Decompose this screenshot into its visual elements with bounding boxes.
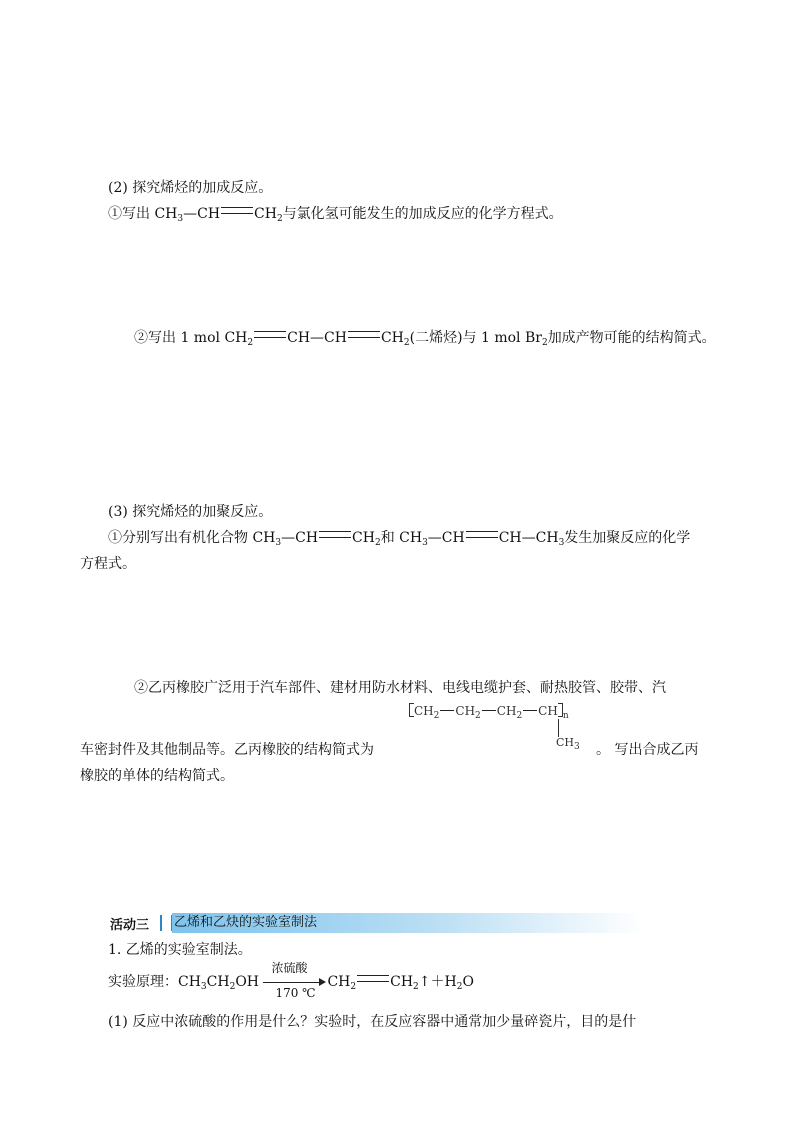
double-bond	[221, 207, 253, 214]
double-bond	[348, 331, 380, 338]
q3-heading: (3) 探究烯烃的加聚反应。	[108, 504, 273, 520]
activity-question-1: (1) 反应中浓硫酸的作用是什么？实验时，在反应容器中通常加少量碎瓷片，目的是什	[108, 1014, 637, 1030]
q2-question-1: ①写出 $CH_3—CH$ $CH_2$与氯化氢可能发生的加成反应的化学方程式。	[108, 206, 563, 224]
q3-question-2-cont-b: 。 写出合成乙丙	[596, 742, 699, 758]
activity-label: 活动三	[110, 918, 150, 933]
double-bond	[357, 975, 389, 982]
q3-question-2-cont-a: 车密封件及其他制品等。乙丙橡胶的结构简式为	[80, 742, 374, 758]
double-bond	[319, 531, 351, 538]
double-bond	[254, 331, 286, 338]
q3-question-2: ②乙丙橡胶广泛用于汽车部件、建材用防水材料、电线电缆护套、耐热胶管、胶带、汽	[134, 680, 666, 696]
polymer-structure: $CH_2$ $CH_2$ $CH_2$ CH $_n$ $CH_3$	[409, 703, 569, 719]
arrow-condition-catalyst: 浓硫酸	[271, 961, 308, 975]
q2-question-2: ②写出 1 mol $CH_2$ CH—CH $CH_2$(二烯烃)与 1 mol $Br_2$加成产物可能的结构简式。	[134, 330, 716, 348]
double-bond	[466, 531, 498, 538]
q3-question-1-cont: 方程式。	[80, 556, 136, 572]
branch-bond	[558, 719, 559, 737]
methyl-group: $CH_3$	[556, 736, 580, 752]
activity-title: 乙烯和乙炔的实验室制法	[172, 913, 644, 933]
activity-header	[110, 913, 640, 933]
activity-item-1: 1. 乙烯的实验室制法。	[108, 942, 252, 958]
q2-heading: (2) 探究烯烃的加成反应。	[108, 180, 273, 196]
arrow-condition-temperature: 170 ℃	[275, 986, 316, 1000]
q3-question-1: ①分别写出有机化合物 $CH_3—CH$ $CH_2$和 $CH_3—CH$ $CH—CH_3$发生加聚反应的化学	[108, 530, 691, 548]
reaction-arrow	[263, 961, 327, 1000]
experiment-principle: 实验原理：$CH_3CH_2OH$ 浓硫酸 170 ℃ $CH_2$ $CH_2↑+H_2O$	[108, 972, 474, 992]
q3-question-2-cont-c: 橡胶的单体的结构简式。	[80, 768, 234, 784]
